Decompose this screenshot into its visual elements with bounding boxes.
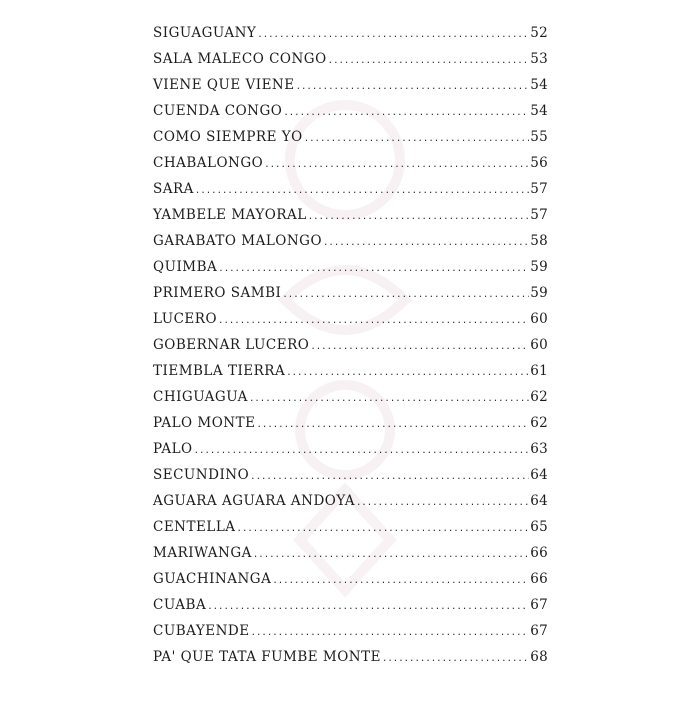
toc-dot-leader xyxy=(195,186,529,196)
toc-dot-leader xyxy=(296,82,530,92)
toc-dot-leader xyxy=(382,654,529,664)
toc-entry-page-number: 65 xyxy=(530,519,548,535)
toc-dot-leader xyxy=(272,576,529,586)
toc-entry-page-number: 68 xyxy=(530,649,548,665)
toc-dot-leader xyxy=(286,368,529,378)
toc-entry-page-number: 53 xyxy=(530,51,548,67)
toc-entry-page-number: 56 xyxy=(530,155,548,171)
toc-entry-page-number: 66 xyxy=(530,571,548,587)
toc-entry xyxy=(153,207,548,233)
toc-dot-leader xyxy=(356,498,529,508)
toc-entry xyxy=(153,77,548,103)
toc-entry xyxy=(153,363,548,389)
toc-entry xyxy=(153,571,548,597)
toc-entry xyxy=(153,337,548,363)
toc-entry-title: CUBAYENDE xyxy=(153,623,250,639)
toc-entry-page-number: 59 xyxy=(530,285,548,301)
toc-entry-page-number: 67 xyxy=(530,597,548,613)
toc-entry-title: PRIMERO SAMBI xyxy=(153,285,282,301)
toc-entry-page-number: 60 xyxy=(530,311,548,327)
toc-entry-page-number: 59 xyxy=(530,259,548,275)
table-of-contents xyxy=(153,25,548,675)
toc-dot-leader xyxy=(250,472,529,482)
toc-entry-title: YAMBELE MAYORAL xyxy=(153,207,307,223)
toc-entry xyxy=(153,103,548,129)
toc-entry xyxy=(153,545,548,571)
toc-dot-leader xyxy=(257,30,529,40)
toc-entry xyxy=(153,597,548,623)
toc-entry-page-number: 58 xyxy=(530,233,548,249)
toc-entry-page-number: 66 xyxy=(530,545,548,561)
toc-dot-leader xyxy=(282,290,529,300)
toc-entry-page-number: 52 xyxy=(530,25,548,41)
toc-entry-title: LUCERO xyxy=(153,311,218,327)
toc-entry-page-number: 62 xyxy=(530,415,548,431)
toc-dot-leader xyxy=(308,212,530,222)
toc-dot-leader xyxy=(283,108,529,118)
toc-entry xyxy=(153,623,548,649)
toc-dot-leader xyxy=(218,264,529,274)
toc-entry-page-number: 64 xyxy=(530,493,548,509)
toc-dot-leader xyxy=(218,316,529,326)
toc-entry-page-number: 64 xyxy=(530,467,548,483)
toc-entry-title: GARABATO MALONGO xyxy=(153,233,323,249)
toc-entry-title: GUACHINANGA xyxy=(153,571,272,587)
toc-entry-title: SIGUAGUANY xyxy=(153,25,257,41)
toc-dot-leader xyxy=(256,420,529,430)
toc-entry xyxy=(153,181,548,207)
toc-entry xyxy=(153,155,548,181)
toc-entry xyxy=(153,389,548,415)
toc-entry-page-number: 54 xyxy=(530,77,548,93)
toc-entry-title: QUIMBA xyxy=(153,259,218,275)
toc-entry-title: CHIGUAGUA xyxy=(153,389,248,405)
toc-dot-leader xyxy=(251,628,530,638)
toc-entry xyxy=(153,285,548,311)
toc-entry xyxy=(153,441,548,467)
toc-entry xyxy=(153,493,548,519)
toc-entry xyxy=(153,311,548,337)
toc-entry-page-number: 57 xyxy=(530,207,548,223)
toc-entry xyxy=(153,129,548,155)
toc-entry-title: CHABALONGO xyxy=(153,155,264,171)
toc-dot-leader xyxy=(310,342,529,352)
toc-entry-title: SECUNDINO xyxy=(153,467,250,483)
toc-entry-title: AGUARA AGUARA ANDOYA xyxy=(153,493,355,509)
toc-entry-title: COMO SIEMPRE YO xyxy=(153,129,303,145)
toc-entry xyxy=(153,467,548,493)
toc-dot-leader xyxy=(207,602,529,612)
toc-entry-page-number: 57 xyxy=(530,181,548,197)
toc-dot-leader xyxy=(328,56,530,66)
toc-entry-page-number: 63 xyxy=(530,441,548,457)
toc-entry-page-number: 60 xyxy=(530,337,548,353)
toc-dot-leader xyxy=(194,446,530,456)
toc-entry-title: MARIWANGA xyxy=(153,545,252,561)
toc-entry xyxy=(153,649,548,675)
toc-dot-leader xyxy=(264,160,529,170)
toc-dot-leader xyxy=(253,550,529,560)
toc-entry-title: PALO MONTE xyxy=(153,415,256,431)
toc-entry-page-number: 61 xyxy=(530,363,548,379)
toc-entry-page-number: 62 xyxy=(530,389,548,405)
toc-entry-title: GOBERNAR LUCERO xyxy=(153,337,310,353)
toc-entry-title: PA' QUE TATA FUMBE MONTE xyxy=(153,649,381,665)
toc-dot-leader xyxy=(249,394,529,404)
toc-entry-title: CUABA xyxy=(153,597,207,613)
toc-entry-title: TIEMBLA TIERRA xyxy=(153,363,286,379)
toc-entry-page-number: 55 xyxy=(530,129,548,145)
toc-entry-title: VIENE QUE VIENE xyxy=(153,77,295,93)
toc-entry-title: SALA MALECO CONGO xyxy=(153,51,327,67)
toc-entry-title: CENTELLA xyxy=(153,519,236,535)
toc-dot-leader xyxy=(304,134,530,144)
toc-entry-title: CUENDA CONGO xyxy=(153,103,283,119)
toc-entry-title: PALO xyxy=(153,441,193,457)
toc-entry-page-number: 67 xyxy=(530,623,548,639)
toc-entry xyxy=(153,415,548,441)
toc-entry xyxy=(153,233,548,259)
toc-entry xyxy=(153,519,548,545)
toc-entry xyxy=(153,259,548,285)
toc-entry xyxy=(153,25,548,51)
toc-entry xyxy=(153,51,548,77)
toc-entry-page-number: 54 xyxy=(530,103,548,119)
toc-dot-leader xyxy=(323,238,529,248)
toc-dot-leader xyxy=(237,524,530,534)
toc-entry-title: SARA xyxy=(153,181,194,197)
